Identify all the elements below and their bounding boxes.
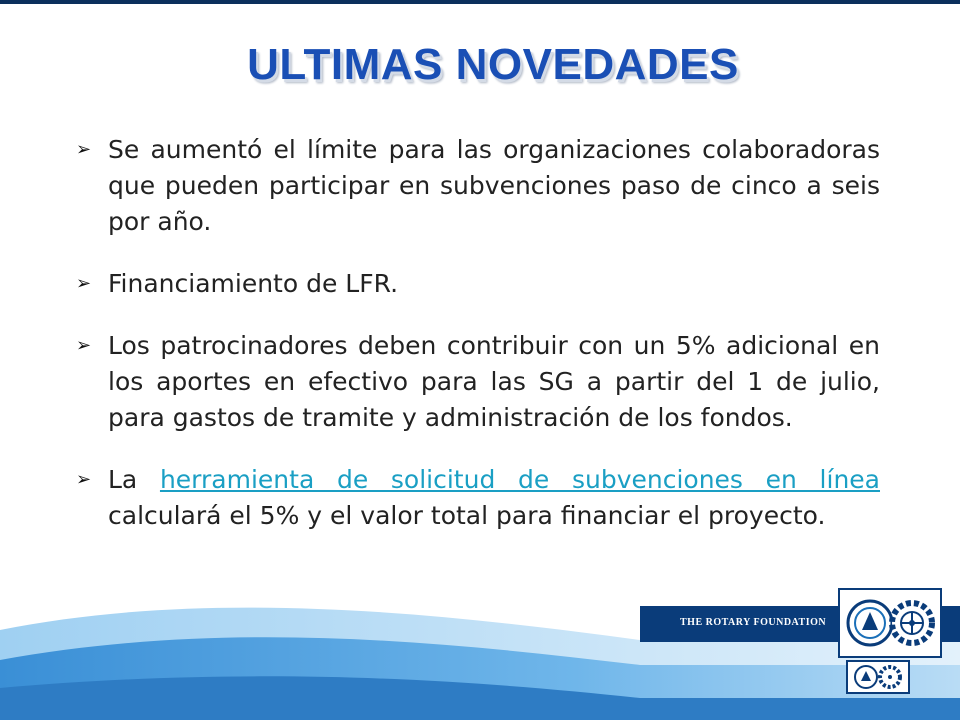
bullet-item-2 — [76, 266, 880, 302]
bullet-list — [76, 132, 880, 560]
page-title: ULTIMAS NOVEDADES — [247, 40, 739, 89]
bullet-item-4 — [76, 462, 880, 534]
bullet-text-4-suffix: calculará el 5% y el valor total para financiar el proyecto. — [108, 501, 826, 530]
grant-application-tool-link[interactable]: herramienta de solicitud de subvenciones en línea — [159, 465, 880, 494]
rotary-logo-small — [846, 660, 910, 694]
rotary-logo-large — [838, 588, 942, 658]
arrow-bullet-icon: ➢ — [76, 139, 92, 160]
arrow-bullet-icon: ➢ — [76, 335, 92, 356]
arrow-bullet-icon: ➢ — [76, 273, 92, 294]
arrow-bullet-icon: ➢ — [76, 469, 92, 490]
top-rule — [0, 0, 960, 4]
footer-wave-graphic — [0, 570, 960, 720]
bullet-text-1: Se aumentó el límite para las organizaciones colaboradoras que pueden participar en subvenciones paso de cinco a seis por año. — [108, 135, 880, 236]
foundation-label: THE ROTARY FOUNDATION — [680, 617, 827, 628]
bullet-text-4-prefix: La — [108, 465, 160, 494]
bullet-item-1 — [76, 132, 880, 240]
bullet-text-2: Financiamiento de LFR. — [108, 269, 399, 298]
bullet-item-3 — [76, 328, 880, 436]
bullet-text-3: Los patrocinadores deben contribuir con un 5% adicional en los aportes en efectivo para las SG a partir del 1 de julio, para gastos de tramite y administración de los fondos. — [108, 331, 880, 432]
